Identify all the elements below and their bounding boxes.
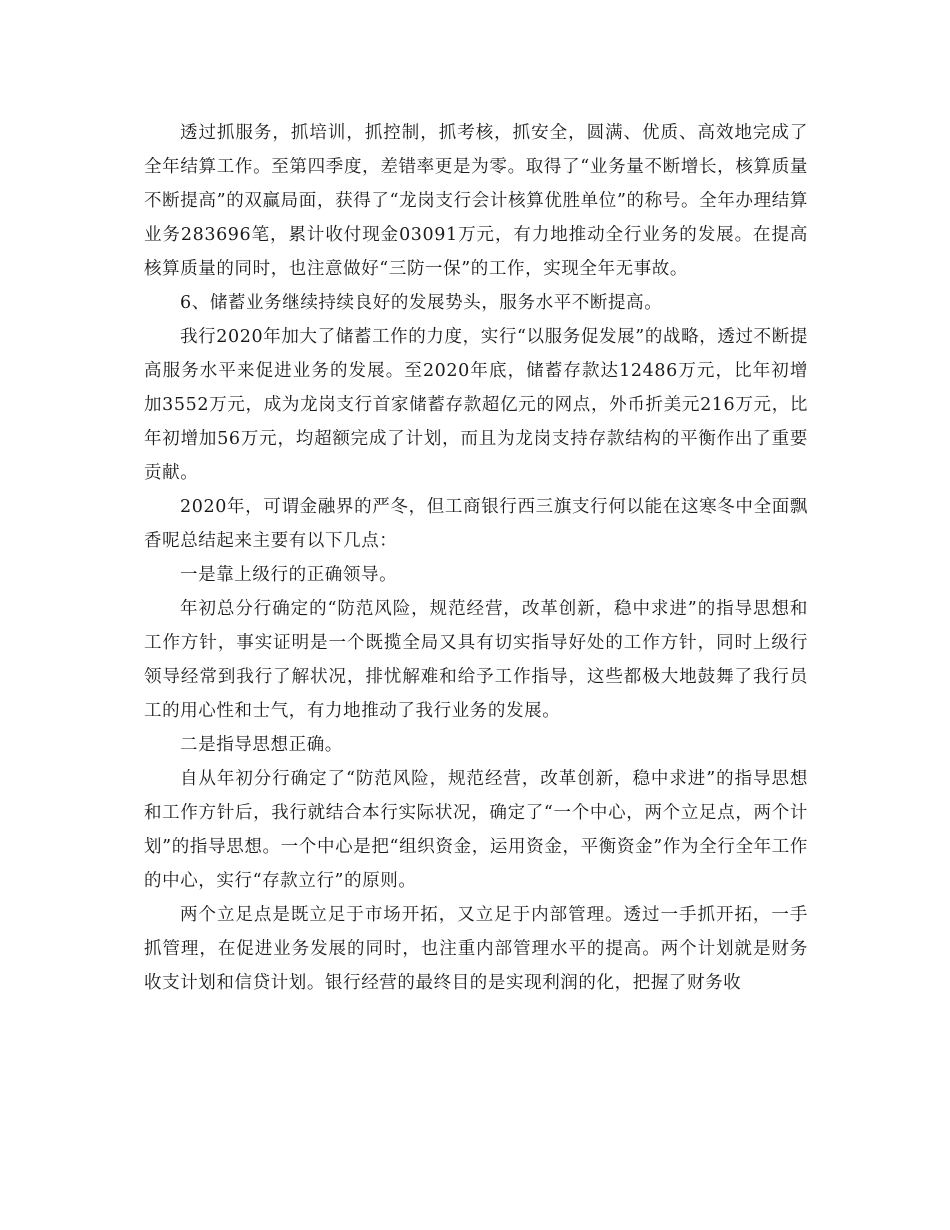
paragraph-savings-heading: 6、储蓄业务继续持续良好的发展势头，服务水平不断提高。 bbox=[180, 293, 663, 313]
paragraph-savings-detail: 我行2020年加大了储蓄工作的力度，实行“以服务促发展”的战略，透过不断提高服务水平来促进业务的发展。至2020年底，储蓄存款达12486万元，比年初增加3552万元，成为龙岗支行首家储蓄存款超亿元的网点，外币折美元216万元，比年初增加56万元，均超额完成了计划，而且为龙岗支持存款结构的平衡作出了重要贡献。 bbox=[144, 327, 808, 483]
paragraph-settlement-work: 透过抓服务，抓培训，抓控制，抓考核，抓安全，圆满、优质、高效地完成了全年结算工作。至第四季度，差错率更是为零。取得了“业务量不断增长，核算质量不断提高”的双赢局面，获得了“龙岗支行会计核算优胜单位”的称号。全年办理结算业务283696笔，累计收付现金03091万元，有力地推动全行业务的发展。在提高核算质量的同时，也注意做好“三防一保”的工作，实现全年无事故。 bbox=[144, 123, 808, 279]
paragraph-point-one-detail: 年初总分行确定的“防范风险，规范经营，改革创新，稳中求进”的指导思想和工作方针，事实证明是一个既揽全局又具有切实指导好处的工作方针，同时上级行领导经常到我行了解状况，排忧解难和给予工作指导，这些都极大地鼓舞了我行员工的用心性和士气，有力地推动了我行业务的发展。 bbox=[144, 599, 808, 721]
paragraph-point-two-detail: 自从年初分行确定了“防范风险，规范经营，改革创新，稳中求进”的指导思想和工作方针后，我行就结合本行实际状况，确定了“一个中心，两个立足点，两个计划”的指导思想。一个中心是把“组织资金，运用资金，平衡资金”作为全行全年工作的中心，实行“存款立行”的原则。 bbox=[144, 769, 808, 891]
paragraph-point-one: 一是靠上级行的正确领导。 bbox=[180, 565, 398, 585]
paragraph-two-footholds: 两个立足点是既立足于市场开拓，又立足于内部管理。透过一手抓开拓，一手抓管理，在促进业务发展的同时，也注重内部管理水平的提高。两个计划就是财务收支计划和信贷计划。银行经营的最终目的是实现利润的化，把握了财务收 bbox=[144, 905, 808, 993]
paragraph-point-two: 二是指导思想正确。 bbox=[180, 735, 343, 755]
document-body bbox=[144, 116, 808, 1000]
paragraph-summary-intro: 2020年，可谓金融界的严冬，但工商银行西三旗支行何以能在这寒冬中全面飘香呢总结起来主要有以下几点： bbox=[144, 497, 808, 551]
